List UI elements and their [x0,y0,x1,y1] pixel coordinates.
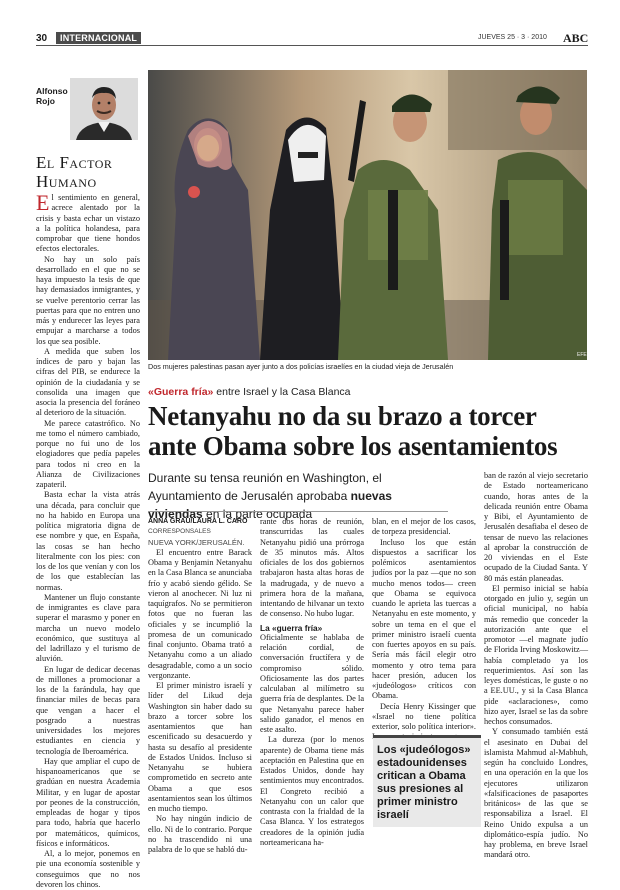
columnist-name: Alfonso Rojo [36,86,68,106]
article-column-4 [484,471,588,861]
article-paragraph: Incluso los que están dispuestos a sacrificar los polémicos asentamientos judíos por la paz —que no son mucho menos todos— creen que Obama se equivoca cuando le aprieta las tuercas a Netanyahu en este momento, y sobre un tema en el que el primer ministro israelí cuenta con fuertes apoyos en su país. Sería más fácil elegir otro momento y otro tema para hacer presión, aducen los «judeólogos» críticos con Obama. [372,537,476,701]
section-label: INTERNACIONAL [56,32,141,44]
column-paragraph: En lugar de dedicar decenas de millones a promocionar a los de la farándula, hay que financiar miles de becas para que vengan a hacer el posgrado a nuestras universidades los mejores estudiantes en ciencia y tecnología de Iberoamérica. [36,664,140,756]
article-paragraph: rante dos horas de reunión, transcurridas las cuales Netanyahu pidió una prórroga de 35 minutos más. Altos oficiales de los dos gobiernos trabajaron hasta altas horas de la madrugada, y de nuevo a primera hora de la mañana, intentando de hilvanar un texto de consenso. No hubo lugar. [260,517,364,619]
photo-caption: Dos mujeres palestinas pasan ayer junto a dos policías israelíes en la ciudad vieja de Jerusalén [148,362,454,371]
column-paragraph: Mantener un flujo constante de inmigrantes es clave para superar el marasmo y poner en marcha un nuevo modelo económico, que sustituya al del ladrillazo y el turismo de aluvión. [36,592,140,664]
pull-quote: Los «judeólogos» estadounidenses critican a Obama sus presiones al primer ministro israelí [373,735,481,827]
article-paragraph: Decía Henry Kissinger que «Israel no tiene política exterior, solo política interior». [372,701,476,731]
column-body [36,190,140,890]
article-kicker: «Guerra fría» entre Israel y la Casa Blanca [148,386,351,398]
article-paragraph: La dureza (por lo menos aparente) de Obama tiene más aceptación en Palestina que en Estados Unidos, donde hay sentimientos muy encontrados. El Congreto recibió a Netanyahu con un calor que contrasta con la frialdad de la Casa Blanca. Y los estrategos creadores de la opinión judía norteamericana ha- [260,735,364,847]
column-paragraph: El sentimiento en general, acrece alentado por la crisis y basta echar un vistazo a la política holandesa, para comprobar que tiene hondos efectos electorales. [36,190,140,254]
article-subtitle: La «guerra fría» [260,622,323,633]
columnist-photo [70,78,138,140]
article-paragraph: El permiso inicial se había otorgado en julio y, según un oficial municipal, no había más remedio que conceder la autorización ante que el promotor —el magnate judío de Florida Irving Moskowitz— había completado ya los requerimientos. Así son las leyes domésticas, le guste o no a EE.UU., y si la Casa Blanca pide «aclaraciones», como hizo ayer, Israel se las da sobre hechos consumados. [484,583,588,726]
column-paragraph: Al, a lo mejor, ponemos en pie una economía sostenible y conseguimos que no nos devoren los chinos. [36,849,140,889]
article-paragraph: El primer ministro israelí y líder del Likud deja Washington sin haber dado su brazo a torcer sobre los asentamientos que han escenificado su desacuerdo y hasta su desafío al presidente de Estados Unidos. Incluso si Netanyahu se hubiera comprometido en secreto ante Obama a que esos asentamientos sean los últimos en mucho tiempo. [148,681,252,813]
column-title-line1: El Factor [36,153,113,172]
article-column-2 [260,517,364,848]
article-column-1 [148,517,252,855]
drop-cap: E [36,190,50,215]
photo-credit: EFE [577,352,587,358]
subhead-rule [148,511,448,512]
article-paragraph: No hay ningún indicio de ello. Ni de lo contrario. Porque no ha trascendido ni una palabra de lo que se habló du- [148,814,252,854]
issue-date: JUEVES 25 · 3 · 2010 [478,34,547,41]
column-paragraph: Hay que ampliar el cupo de hispanoamericanos que se gradúan en nuestra Academia Militar, y en lugar de apostar por peones de la construcción, empleadas de hogar y tipos para todo, habría que hacerlo por matemáticos, químicos, físicos e informáticos. [36,756,140,848]
byline-role: CORRESPONSALES [148,528,211,536]
article-paragraph: ban de razón al viejo secretario de Estado norteamericano cuando, horas antes de la delicada reunión entre Obama y Bibi, el Ayuntamiento de Jerusalén desafiaba el deseo de tensar de nuevo las relaciones al aprobar la construcción de 20 viviendas en el Este ocupado de la Ciudad Santa. Y 80 más están planeadas. [484,471,588,583]
column-paragraph: No hay un solo país desarrollado en el que no se haya impuesto la tesis de que hay demasiados inmigrantes, y se vuelve perentorio cerrar las puertas para que no entren uno más y endurecer las leyes para empujar a marcharse a todos los que sea posible. [36,254,140,346]
newspaper-logo: ABC [563,31,589,45]
article-headline: Netanyahu no da su brazo a torcer ante Obama sobre los asentamientos [148,401,558,461]
dateline: NUEVA YORK/JERUSALÉN. [148,537,245,547]
article-paragraph: Y consumado también está el asesinato en Dubai del islamista Mahmud al-Mabhuh, según ha concluido Londres, en una operación en la que los ejecutores utilizaron «falsificaciones de pasaportes británicos» de las que se responsabiliza a Israel. El Reino Unido expulsa a un diplomático-espía judío. No hay problema, en breve Israel mandará otro. [484,727,588,860]
article-paragraph: Oficialmente se hablaba de relación cordial, de conversación fructífera y de compromiso sólido. Oficiosamente las dos partes calculaban al milímetro su guerra fría de desplantes. De la que Netanyahu parece haber salido ganador, el menos en este asalto. [260,632,364,734]
column-paragraph: Basta echar la vista atrás una década, para concluir que no ha habido en Europa una política migratoria digna de ese nombre y que, en España, las cosas se han hecho literalmente con los pies: con los de los que venían y con los de los que establecían las normas. [36,490,140,592]
page-number: 30 [36,33,48,44]
article-paragraph: blan, en el mejor de los casos, de torpeza presidencial. [372,517,476,537]
column-title-line2: Humano [36,172,97,191]
article-column-3 [372,517,476,743]
column-paragraph: Me parece catastrófico. No me tomo el número cambiado, porque no fui uno de los elogiadores que pedía papeles para todos ni creo en la Alianza de Civilizaciones zapateril. [36,418,140,489]
article-paragraph: El encuentro entre Barack Obama y Benjamin Netanyahu en la Casa Blanca se anunciaba frío y acabó siendo gélido. Se vieron al anochecer. Ni luz ni taquígrafos. No se permitieron fotos que no fueran las oficiales y se incumplió la promesa de un comunicado final conjunto. Obama trató a Netanyahu como a un aliado desagradable, como a un socio vergonzante. [148,547,252,680]
column-paragraph: A medida que suben los índices de paro y bajan las cifras del PIB, se endurece la opinión de la ciudadanía y se consolida una imagen que asocia la presencia del foráneo al deterioro de la situación. [36,346,140,418]
byline: ANNA GRAU/LAURA L. CARO [148,518,248,525]
column-title [36,153,140,191]
news-photo [148,70,587,360]
article-subhead: Durante su tensa reunión en Washington, el Ayuntamiento de Jerusalén aprobaba nuevas viviendas en la parte ocupada [148,471,392,521]
